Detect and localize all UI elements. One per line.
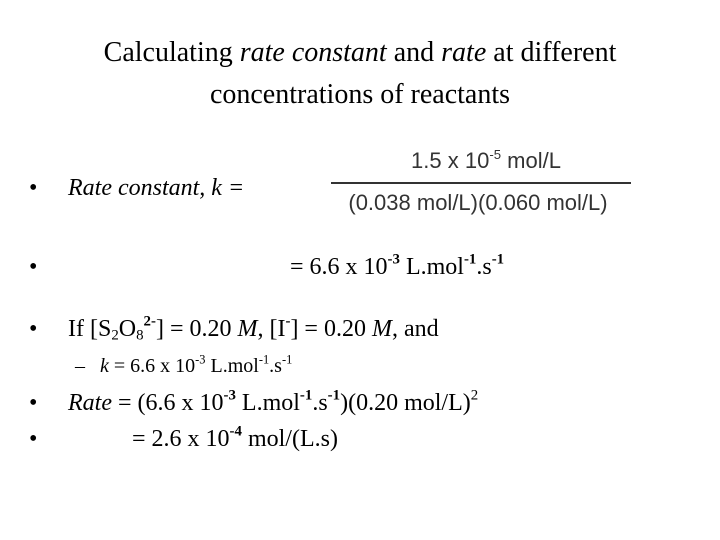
title-text-3: at different [486,37,617,68]
sub-bullet-k-text: k = 6.6 x $10^{-3}$ $L.mol^{-1}.s^{-1}$ [100,352,293,377]
title-text-1: Calculating [103,37,240,68]
sub-bullet-dash: – [75,355,85,377]
bullet-symbol: • [29,390,38,416]
title-italic-rate-constant: rate constant [239,37,387,68]
concentrations-text: If $[S_2O_8^{2-}] = 0.20$ M, [I-] = 0.20 M, and [68,313,439,344]
bullet-symbol: • [29,316,38,342]
title-italic-rate: rate [441,37,487,68]
title-line-2: concentrations of reactants [209,79,511,110]
fraction-bar [331,182,631,184]
rate-constant-label: Rate constant, k = [68,175,245,201]
bullet-symbol: • [29,426,38,452]
bullet-symbol: • [29,254,38,280]
title-text-2: and [386,37,442,68]
fraction-denominator: (0.038 mol/L)(0.060 mol/L) [348,190,608,215]
slide-title [60,32,660,116]
rate-text: Rate = (6.6 x $10^{-3}$ $L.mol^{-1}.s^{-1})(0.20$ mol/L)$^2$ [68,387,479,416]
k-value-text: = 6.6 x $10^{-3}$ $L.mol^{-1}.s^{-1}$ [290,251,505,280]
bullet-symbol: • [29,175,38,201]
rate-value-text: = 2.6 x $10^{-4}$ mol/(L.s) [132,423,338,452]
fraction-numerator: 1.5 x $10^{-5}$ mol/L [411,146,561,173]
